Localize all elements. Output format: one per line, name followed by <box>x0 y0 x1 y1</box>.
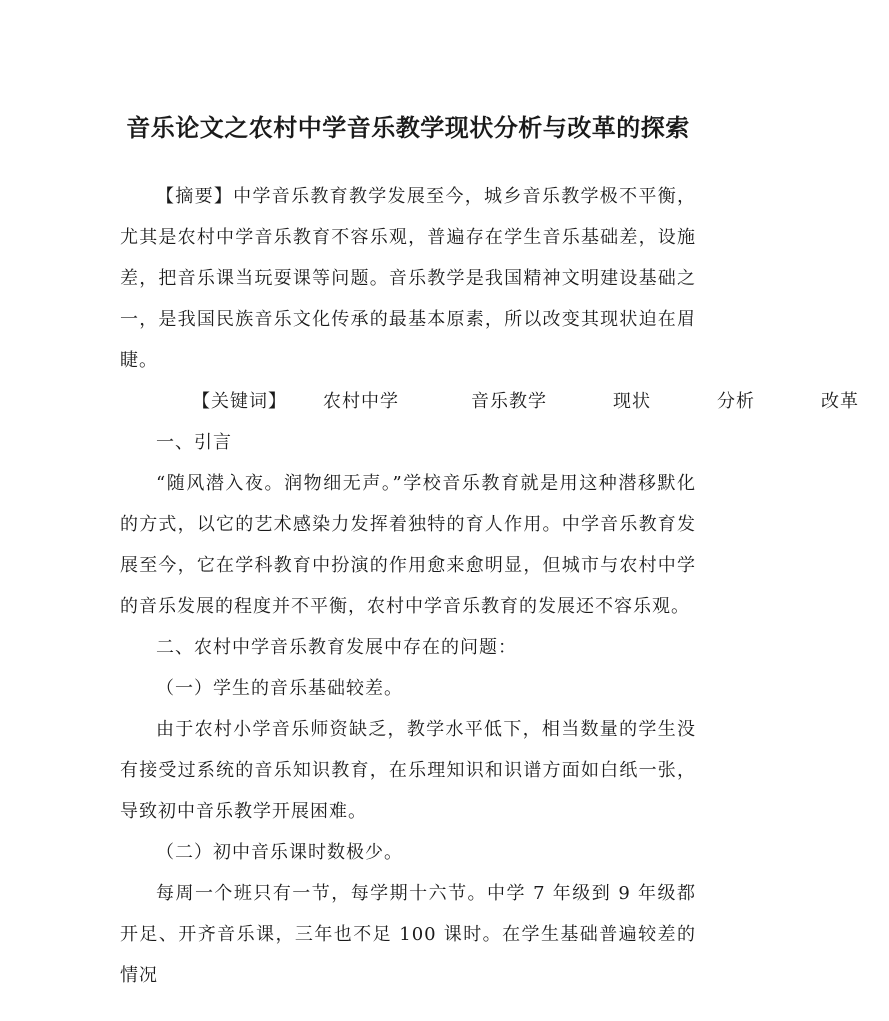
keywords-line <box>120 381 859 422</box>
intro-paragraph: “随风潜入夜。润物细无声。”学校音乐教育就是用这种潜移默化的方式，以它的艺术感染力发挥着独特的育人作用。中学音乐教育发展至今，它在学科教育中扮演的作用愈来愈明显，但城市与农村中学的音乐发展的程度并不平衡，农村中学音乐教育的发展还不容乐观。 <box>120 473 696 617</box>
subsection-heading-2: （二）初中音乐课时数极少。 <box>156 842 403 863</box>
keywords-label: 【关键词】 <box>192 391 287 412</box>
keyword-item: 分析 <box>717 391 755 412</box>
section-heading-problems: 二、农村中学音乐教育发展中存在的问题： <box>156 637 517 658</box>
abstract-paragraph: 【摘要】中学音乐教育教学发展至今，城乡音乐教学极不平衡，尤其是农村中学音乐教育不容乐观，普遍存在学生音乐基础差，设施差，把音乐课当玩耍课等问题。音乐教学是我国精神文明建设基础之一，是我国民族音乐文化传承的最基本原素，所以改变其现状迫在眉睫。 <box>120 186 696 371</box>
keyword-item: 音乐教学 <box>471 391 547 412</box>
document-title: 音乐论文之农村中学音乐教学现状分析与改革的探索 <box>126 113 690 142</box>
document-body <box>120 176 859 996</box>
subsection-paragraph-1: 由于农村小学音乐师资缺乏，教学水平低下，相当数量的学生没有接受过系统的音乐知识教育，在乐理知识和识谱方面如白纸一张，导致初中音乐教学开展困难。 <box>120 719 696 822</box>
subsection-paragraph-2: 每周一个班只有一节，每学期十六节。中学 7 年级到 9 年级都开足、开齐音乐课，三年也不足 100 课时。在学生基础普遍较差的情况 <box>120 883 696 986</box>
subsection-heading-1: （一）学生的音乐基础较差。 <box>156 678 403 699</box>
section-heading-intro: 一、引言 <box>156 432 232 453</box>
keyword-item: 改革 <box>821 391 859 412</box>
keyword-item: 农村中学 <box>323 391 399 412</box>
keyword-item: 现状 <box>613 391 651 412</box>
